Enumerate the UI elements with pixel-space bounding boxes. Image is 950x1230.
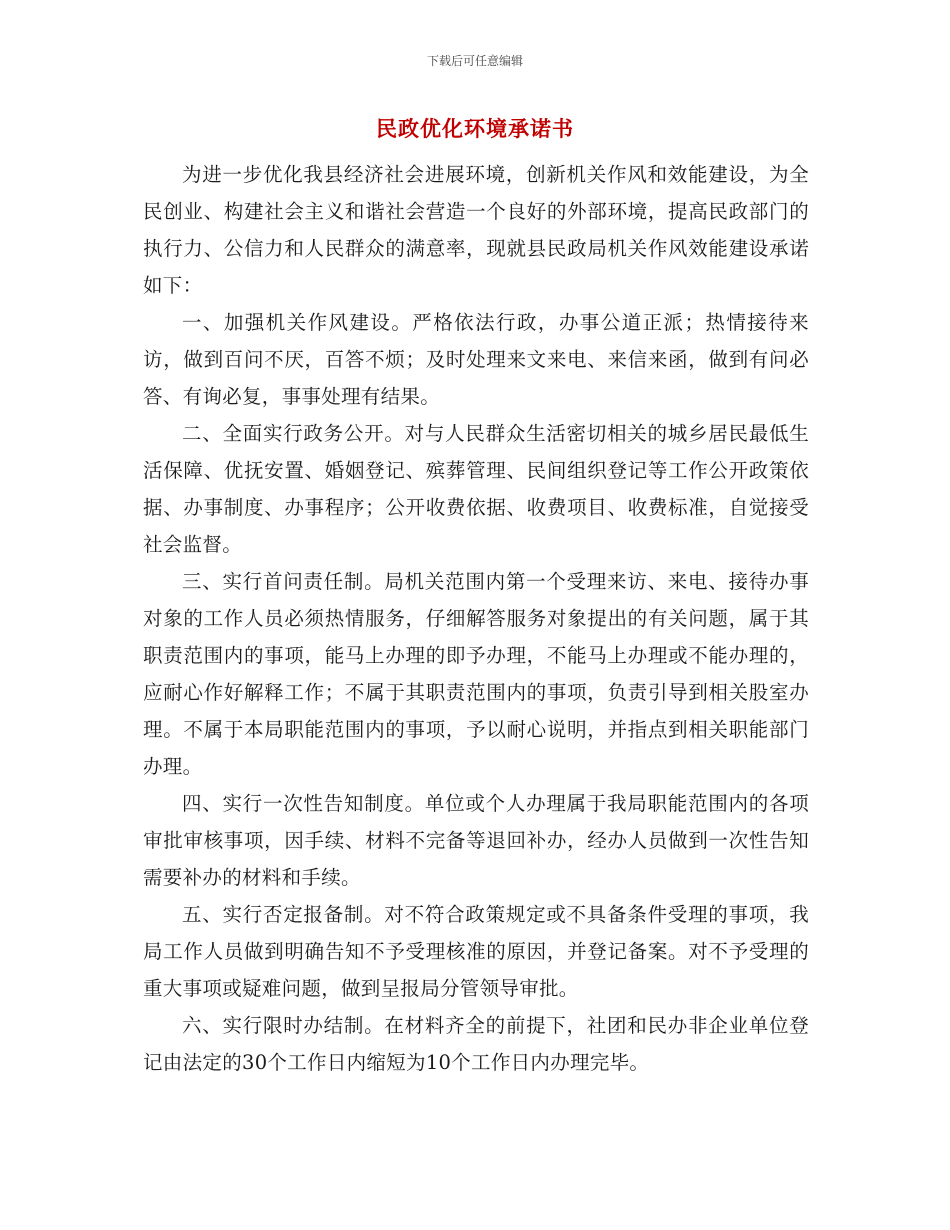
paragraph-4: 四、实行一次性告知制度。单位或个人办理属于我局职能范围内的各项审批审核事项，因手续、材料不完备等退回补办，经办人员做到一次性告知需要补办的材料和手续。 — [143, 792, 809, 889]
intro-paragraph: 为进一步优化我县经济社会进展环境，创新机关作风和效能建设，为全民创业、构建社会主义和谐社会营造一个良好的外部环境，提高民政部门的执行力、公信力和人民群众的满意率，现就县民政局机关作风效能建设承诺如下： — [143, 163, 809, 297]
document-body — [143, 156, 809, 1081]
paragraph-1: 一、加强机关作风建设。严格依法行政，办事公道正派；热情接待来访，做到百问不厌，百答不烦；及时处理来文来电、来信来函，做到有问必答、有询必复，事事处理有结果。 — [143, 311, 809, 408]
paragraph-2: 二、全面实行政务公开。对与人民群众生活密切相关的城乡居民最低生活保障、优抚安置、婚姻登记、殡葬管理、民间组织登记等工作公开政策依据、办事制度、办事程序；公开收费依据、收费项目、收费标准，自觉接受社会监督。 — [143, 422, 809, 556]
header-note: 下载后可任意编辑 — [426, 54, 523, 68]
paragraph-6: 六、实行限时办结制。在材料齐全的前提下，社团和民办非企业单位登记由法定的30个工作日内缩短为10个工作日内办理完毕。 — [143, 1014, 809, 1074]
paragraph-3: 三、实行首问责任制。局机关范围内第一个受理来访、来电、接待办事对象的工作人员必须热情服务，仔细解答服务对象提出的有关问题，属于其职责范围内的事项，能马上办理的即予办理，不能马上办理或不能办理的，应耐心作好解释工作；不属于其职责范围内的事项，负责引导到相关股室办理。不属于本局职能范围内的事项，予以耐心说明，并指点到相关职能部门办理。 — [143, 570, 809, 778]
paragraph-5: 五、实行否定报备制。对不符合政策规定或不具备条件受理的事项，我局工作人员做到明确告知不予受理核准的原因，并登记备案。对不予受理的重大事项或疑难问题，做到呈报局分管领导审批。 — [143, 903, 809, 1000]
document-title: 民政优化环境承诺书 — [376, 117, 574, 141]
